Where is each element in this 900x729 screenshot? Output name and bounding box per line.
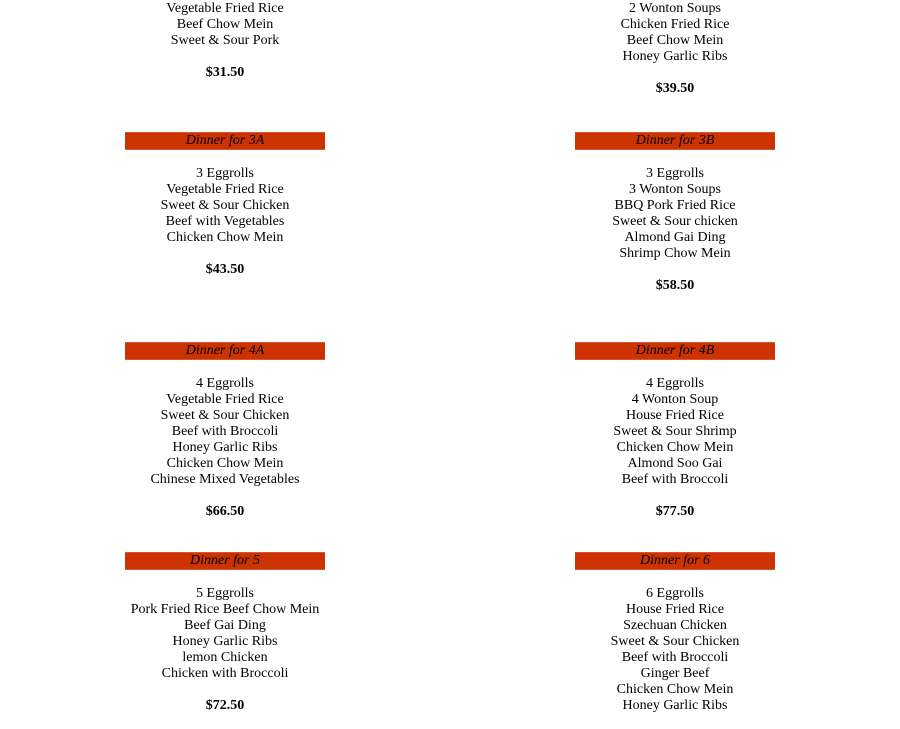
menu-item: Sweet & Sour Pork [170,33,280,48]
dinner-title: Dinner for 3B [575,132,775,150]
menu-price: $39.50 [655,81,695,96]
menu-items [575,376,775,488]
menu-item: Shrimp Chow Mein [619,246,731,261]
menu-item: 2 Wonton Soups [629,1,721,16]
menu-item: 3 Eggrolls [196,166,254,181]
menu-item: Sweet & Sour Chicken [610,634,740,649]
menu-item: Beef Gai Ding [184,618,266,633]
dinner-for-4a [125,342,325,520]
menu-item: Honey Garlic Ribs [172,634,278,649]
menu-items [125,586,325,682]
dinner-for-3a [125,132,325,278]
menu-item: House Fried Rice [626,408,724,423]
menu-item: Honey Garlic Ribs [622,698,728,713]
menu-price: $72.50 [205,698,245,713]
menu-item: Almond Soo Gai [627,456,723,471]
dinner-title: Dinner for 5 [125,552,325,570]
menu-item: Beef with Broccoli [621,650,729,665]
menu-item: Vegetable Fried Rice [166,392,284,407]
menu-item: Sweet & Sour Chicken [160,408,290,423]
menu-item: Beef with Broccoli [171,424,279,439]
menu-item: 4 Wonton Soup [631,392,719,407]
menu-item: Chicken Fried Rice [620,17,730,32]
menu-item: 5 Eggrolls [196,586,254,601]
menu-item: Sweet & Sour chicken [612,214,738,229]
menu-item: Chicken Chow Mein [166,230,284,245]
menu-price: $66.50 [205,504,245,519]
dinner-for-2b-partial [575,1,775,97]
menu-price: $58.50 [655,278,695,293]
menu-price: $43.50 [205,262,245,277]
menu-item: 4 Eggrolls [646,376,704,391]
menu-item: Szechuan Chicken [623,618,727,633]
menu-item: Honey Garlic Ribs [172,440,278,455]
menu-item: Vegetable Fried Rice [166,1,284,16]
menu-item: Beef with Vegetables [165,214,285,229]
menu-item: Beef Chow Mein [176,17,274,32]
menu-items [575,586,775,714]
menu-item: Honey Garlic Ribs [622,49,728,64]
menu-item: Chicken with Broccoli [161,666,289,681]
menu-item: Ginger Beef [640,666,710,681]
menu-item: Pork Fried Rice Beef Chow Mein [130,602,320,617]
dinner-title: Dinner for 3A [125,132,325,150]
menu-item: 6 Eggrolls [646,586,704,601]
dinner-for-4b [575,342,775,520]
menu-items [575,1,775,65]
menu-item: House Fried Rice [626,602,724,617]
menu-item: Chicken Chow Mein [616,682,734,697]
menu-item: Beef Chow Mein [626,33,724,48]
menu-item: 3 Eggrolls [646,166,704,181]
menu-items [125,166,325,246]
dinner-for-2a-partial [125,1,325,81]
menu-item: 3 Wonton Soups [629,182,721,197]
menu-item: lemon Chicken [182,650,268,665]
menu-item: Vegetable Fried Rice [166,182,284,197]
dinner-title: Dinner for 4B [575,342,775,360]
menu-items [575,166,775,262]
dinner-for-6 [575,552,775,714]
dinner-for-3b [575,132,775,294]
menu-item: Chinese Mixed Vegetables [150,472,300,487]
menu-items [125,376,325,488]
menu-item: Chicken Chow Mein [166,456,284,471]
dinner-for-5 [125,552,325,714]
menu-items [125,1,325,49]
menu-price: $31.50 [205,65,245,80]
menu-item: BBQ Pork Fried Rice [614,198,736,213]
menu-item: 4 Eggrolls [196,376,254,391]
menu-item: Chicken Chow Mein [616,440,734,455]
menu-item: Sweet & Sour Chicken [160,198,290,213]
menu-item: Sweet & Sour Shrimp [613,424,737,439]
dinner-title: Dinner for 4A [125,342,325,360]
menu-item: Beef with Broccoli [621,472,729,487]
menu-price: $77.50 [655,504,695,519]
menu-item: Almond Gai Ding [624,230,726,245]
dinner-title: Dinner for 6 [575,552,775,570]
